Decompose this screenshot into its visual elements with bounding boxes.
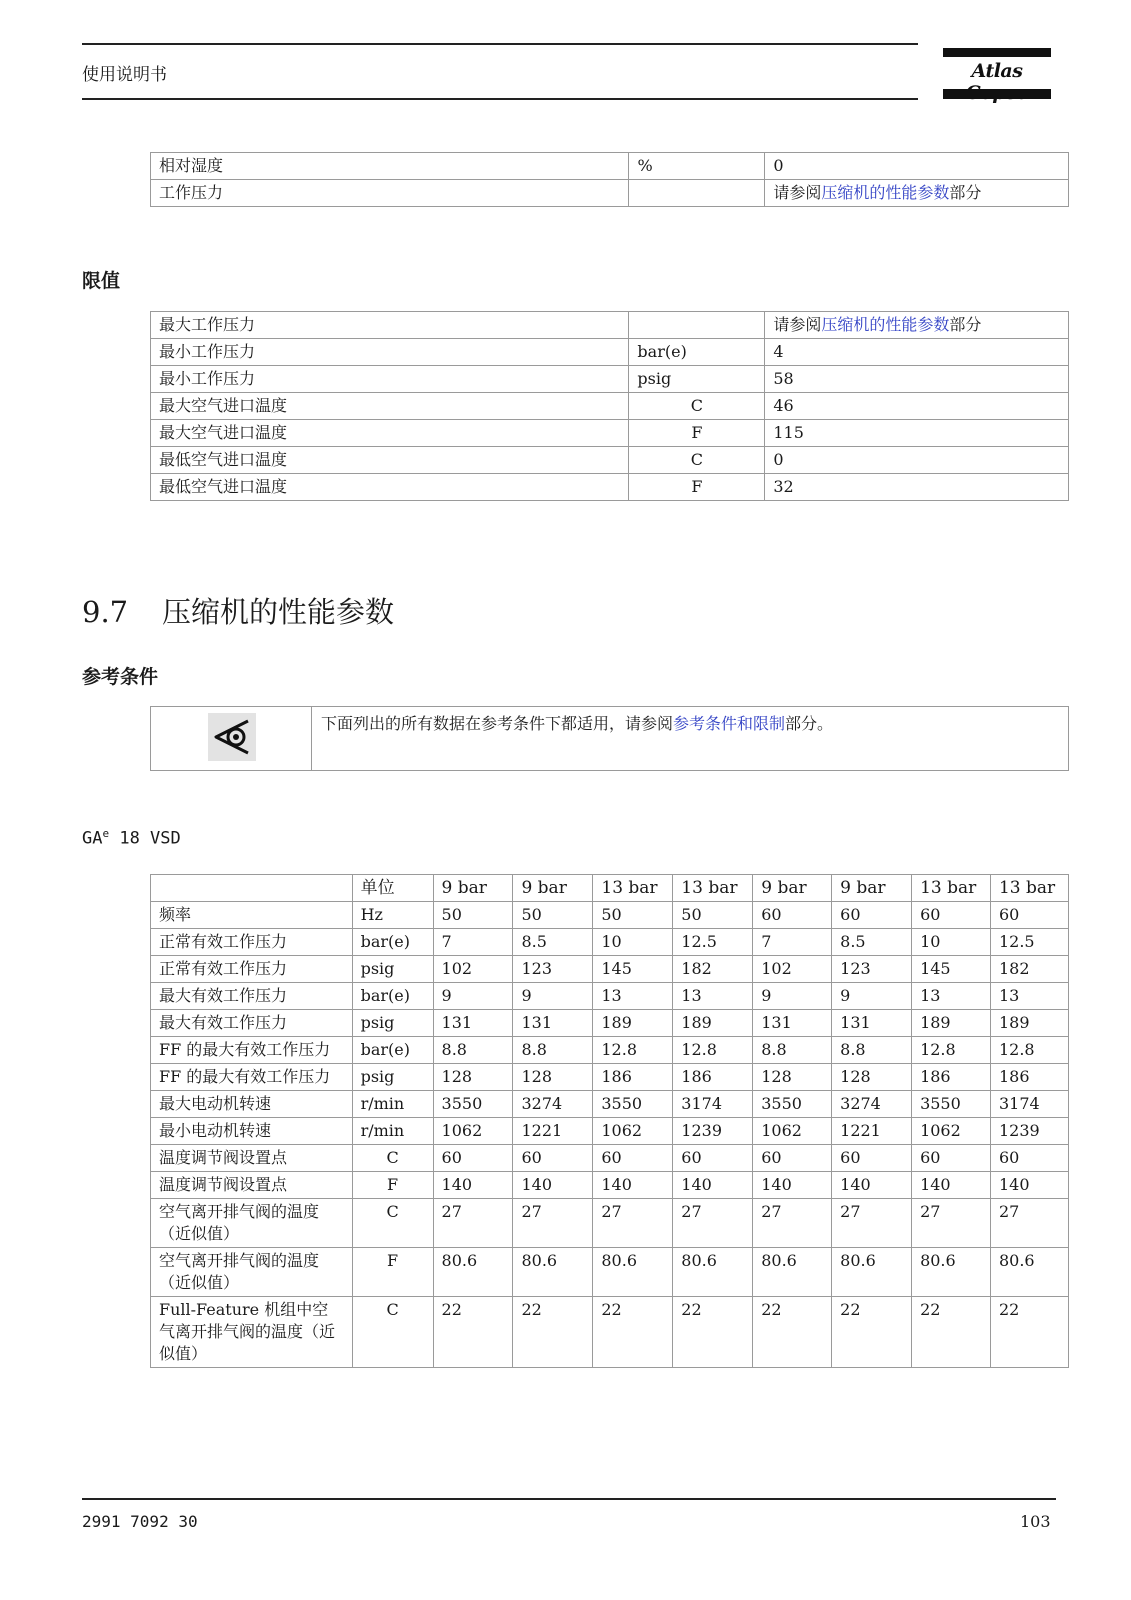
limits-table: [150, 311, 1069, 501]
header-cell-pressure: 13 bar: [673, 875, 753, 902]
row-value: 186: [990, 1064, 1068, 1091]
row-value: 12.8: [673, 1037, 753, 1064]
table-row: [151, 1172, 1069, 1199]
table-row: [151, 153, 1069, 180]
row-value: 13: [990, 983, 1068, 1010]
row-value: 189: [593, 1010, 673, 1037]
table-header-row: [151, 875, 1069, 902]
row-value: 128: [753, 1064, 832, 1091]
row-value: 50: [513, 902, 593, 929]
row-value: 60: [832, 902, 912, 929]
row-value: 8.8: [753, 1037, 832, 1064]
row-value: 27: [990, 1199, 1068, 1248]
row-unit: [629, 312, 765, 339]
row-unit: bar(e): [629, 339, 765, 366]
row-value: 12.5: [673, 929, 753, 956]
row-value: 4: [765, 339, 1069, 366]
document-number: 2991 7092 30: [82, 1512, 198, 1531]
value-prefix: 请参阅: [773, 315, 822, 334]
row-value: 60: [832, 1145, 912, 1172]
row-value: 8.5: [513, 929, 593, 956]
model-sup: e: [102, 827, 110, 840]
row-unit: F: [629, 474, 765, 501]
row-value: 1221: [832, 1118, 912, 1145]
row-value: 32: [765, 474, 1069, 501]
header-bottom-rule: [82, 98, 918, 100]
row-value: 27: [513, 1199, 593, 1248]
row-value: 13: [912, 983, 991, 1010]
row-name: 温度调节阀设置点: [151, 1172, 353, 1199]
row-value: 27: [673, 1199, 753, 1248]
row-value: 0: [765, 153, 1069, 180]
performance-link[interactable]: 压缩机的性能参数: [821, 183, 950, 202]
limits-heading: 限值: [82, 270, 121, 292]
reference-note: [150, 706, 1069, 771]
row-value: 27: [433, 1199, 513, 1248]
row-value: 140: [513, 1172, 593, 1199]
value-suffix: 部分: [949, 315, 982, 334]
section-title: 压缩机的性能参数: [162, 595, 395, 629]
header-cell-pressure: 13 bar: [990, 875, 1068, 902]
row-value: 80.6: [513, 1248, 593, 1297]
row-value: 140: [990, 1172, 1068, 1199]
row-value: 123: [832, 956, 912, 983]
row-value: 131: [433, 1010, 513, 1037]
note-prefix: 下面列出的所有数据在参考条件下都适用，请参阅: [321, 714, 674, 733]
row-value: 3274: [513, 1091, 593, 1118]
row-value: 22: [912, 1297, 991, 1368]
row-name: 最低空气进口温度: [151, 447, 629, 474]
row-name: 温度调节阀设置点: [151, 1145, 353, 1172]
row-value: 145: [593, 956, 673, 983]
row-value: [765, 180, 1069, 207]
row-value: 9: [433, 983, 513, 1010]
row-value: 8.8: [433, 1037, 513, 1064]
row-value: 1239: [673, 1118, 753, 1145]
table-row: [151, 1010, 1069, 1037]
row-value: 140: [673, 1172, 753, 1199]
logo-text: Atlas: [971, 60, 1023, 82]
row-name: 最小工作压力: [151, 339, 629, 366]
table-row: [151, 1091, 1069, 1118]
logo-bar-bottom: [943, 89, 1051, 99]
row-value: 189: [990, 1010, 1068, 1037]
logo-bar-top: [943, 48, 1051, 57]
row-value: 9: [513, 983, 593, 1010]
row-value: 3550: [912, 1091, 991, 1118]
row-unit: F: [352, 1248, 433, 1297]
row-unit: psig: [352, 1010, 433, 1037]
row-name: 最低空气进口温度: [151, 474, 629, 501]
row-value: 3550: [433, 1091, 513, 1118]
row-value: 58: [765, 366, 1069, 393]
model-prefix: GA: [82, 828, 103, 849]
reference-heading: 参考条件: [82, 666, 159, 688]
row-value: 0: [765, 447, 1069, 474]
header-cell-pressure: 9 bar: [753, 875, 832, 902]
row-value: 12.5: [990, 929, 1068, 956]
section-heading: [82, 590, 394, 631]
row-name: FF 的最大有效工作压力: [151, 1064, 353, 1091]
note-text: [321, 711, 833, 734]
table-row: [151, 1297, 1069, 1368]
row-unit: bar(e): [352, 1037, 433, 1064]
conditions-table: [150, 152, 1069, 207]
row-value: 22: [673, 1297, 753, 1368]
row-name: 最大电动机转速: [151, 1091, 353, 1118]
atlas-copco-logo: [943, 48, 1051, 100]
table-row: [151, 1118, 1069, 1145]
row-value: 80.6: [753, 1248, 832, 1297]
value-suffix: 部分: [949, 183, 982, 202]
row-value: 60: [990, 902, 1068, 929]
row-value: 80.6: [832, 1248, 912, 1297]
row-name: 最大工作压力: [151, 312, 629, 339]
row-value: 102: [753, 956, 832, 983]
row-value: 186: [673, 1064, 753, 1091]
row-name: 最大空气进口温度: [151, 420, 629, 447]
row-name: FF 的最大有效工作压力: [151, 1037, 353, 1064]
row-value: 186: [593, 1064, 673, 1091]
table-row: [151, 902, 1069, 929]
note-suffix: 部分。: [785, 714, 834, 733]
header-title: 使用说明书: [82, 65, 167, 85]
row-name: 空气离开排气阀的温度（近似值）: [151, 1248, 353, 1297]
row-unit: F: [352, 1172, 433, 1199]
row-name: 最小工作压力: [151, 366, 629, 393]
row-value: 189: [912, 1010, 991, 1037]
row-value: 3550: [593, 1091, 673, 1118]
row-value: 182: [673, 956, 753, 983]
row-value: [765, 312, 1069, 339]
table-row: [151, 1199, 1069, 1248]
row-unit: Hz: [352, 902, 433, 929]
row-unit: F: [629, 420, 765, 447]
row-value: 102: [433, 956, 513, 983]
header-cell-pressure: 9 bar: [513, 875, 593, 902]
row-name: 频率: [151, 902, 353, 929]
row-name: 工作压力: [151, 180, 629, 207]
row-value: 140: [753, 1172, 832, 1199]
row-value: 145: [912, 956, 991, 983]
row-value: 22: [832, 1297, 912, 1368]
row-value: 3174: [673, 1091, 753, 1118]
table-row: [151, 474, 1069, 501]
row-unit: C: [352, 1145, 433, 1172]
row-value: 22: [513, 1297, 593, 1368]
row-value: 1062: [593, 1118, 673, 1145]
section-number: 9.7: [82, 595, 129, 629]
row-value: 1062: [433, 1118, 513, 1145]
row-value: 12.8: [990, 1037, 1068, 1064]
row-unit: bar(e): [352, 983, 433, 1010]
row-value: 60: [753, 1145, 832, 1172]
row-unit: psig: [352, 956, 433, 983]
row-value: 3550: [753, 1091, 832, 1118]
row-value: 27: [753, 1199, 832, 1248]
row-value: 22: [753, 1297, 832, 1368]
row-name: 空气离开排气阀的温度（近似值）: [151, 1199, 353, 1248]
header-cell-pressure: 9 bar: [433, 875, 513, 902]
performance-table: [150, 874, 1069, 1368]
table-row: [151, 1037, 1069, 1064]
row-value: 123: [513, 956, 593, 983]
row-value: 60: [912, 902, 991, 929]
row-value: 27: [912, 1199, 991, 1248]
row-unit: %: [629, 153, 765, 180]
table-row: [151, 956, 1069, 983]
row-value: 8.5: [832, 929, 912, 956]
header-cell-pressure: 13 bar: [912, 875, 991, 902]
table-row: [151, 1248, 1069, 1297]
row-value: 140: [912, 1172, 991, 1199]
table-row: [151, 366, 1069, 393]
row-value: 60: [673, 1145, 753, 1172]
value-prefix: 请参阅: [773, 183, 822, 202]
header-top-rule: [82, 43, 918, 45]
row-unit: C: [352, 1297, 433, 1368]
row-value: 128: [513, 1064, 593, 1091]
row-value: 115: [765, 420, 1069, 447]
row-value: 128: [433, 1064, 513, 1091]
row-unit: psig: [352, 1064, 433, 1091]
note-icon-cell: [151, 707, 312, 770]
row-value: 131: [753, 1010, 832, 1037]
row-value: 131: [832, 1010, 912, 1037]
row-value: 50: [433, 902, 513, 929]
row-name: 最大有效工作压力: [151, 1010, 353, 1037]
table-row: [151, 180, 1069, 207]
row-name: 正常有效工作压力: [151, 929, 353, 956]
row-value: 140: [832, 1172, 912, 1199]
table-row: [151, 1064, 1069, 1091]
row-value: 131: [513, 1010, 593, 1037]
row-name: 最大空气进口温度: [151, 393, 629, 420]
row-name: Full-Feature 机组中空气离开排气阀的温度（近似值）: [151, 1297, 353, 1368]
table-row: [151, 1145, 1069, 1172]
row-unit: r/min: [352, 1091, 433, 1118]
row-value: 7: [753, 929, 832, 956]
row-value: 80.6: [673, 1248, 753, 1297]
row-value: 1062: [753, 1118, 832, 1145]
row-value: 1239: [990, 1118, 1068, 1145]
row-value: 12.8: [593, 1037, 673, 1064]
model-suffix: 18 VSD: [109, 828, 181, 849]
eye-icon: [208, 713, 256, 761]
row-value: 128: [832, 1064, 912, 1091]
row-value: 27: [832, 1199, 912, 1248]
table-row: [151, 339, 1069, 366]
row-unit: r/min: [352, 1118, 433, 1145]
header-cell-empty: [151, 875, 353, 902]
row-name: 相对湿度: [151, 153, 629, 180]
row-value: 3274: [832, 1091, 912, 1118]
footer-rule: [82, 1498, 1056, 1500]
row-value: 27: [593, 1199, 673, 1248]
row-value: 8.8: [513, 1037, 593, 1064]
row-unit: C: [629, 447, 765, 474]
header-cell-pressure: 9 bar: [832, 875, 912, 902]
row-value: 182: [990, 956, 1068, 983]
row-name: 最小电动机转速: [151, 1118, 353, 1145]
row-value: 3174: [990, 1091, 1068, 1118]
header-cell-pressure: 13 bar: [593, 875, 673, 902]
row-value: 189: [673, 1010, 753, 1037]
row-value: 80.6: [593, 1248, 673, 1297]
row-value: 60: [912, 1145, 991, 1172]
row-value: 60: [753, 902, 832, 929]
row-value: 50: [673, 902, 753, 929]
row-value: 12.8: [912, 1037, 991, 1064]
row-value: 46: [765, 393, 1069, 420]
row-value: 80.6: [912, 1248, 991, 1297]
row-unit: C: [352, 1199, 433, 1248]
row-value: 80.6: [990, 1248, 1068, 1297]
table-row: [151, 393, 1069, 420]
row-value: 60: [593, 1145, 673, 1172]
row-name: 正常有效工作压力: [151, 956, 353, 983]
row-value: 140: [433, 1172, 513, 1199]
table-row: [151, 983, 1069, 1010]
row-value: 22: [990, 1297, 1068, 1368]
row-value: 13: [593, 983, 673, 1010]
table-row: [151, 447, 1069, 474]
row-value: 7: [433, 929, 513, 956]
row-value: 60: [990, 1145, 1068, 1172]
row-unit: psig: [629, 366, 765, 393]
row-value: 60: [513, 1145, 593, 1172]
row-value: 13: [673, 983, 753, 1010]
row-value: 80.6: [433, 1248, 513, 1297]
row-unit: bar(e): [352, 929, 433, 956]
row-value: 60: [433, 1145, 513, 1172]
header-cell-unit: 单位: [352, 875, 433, 902]
row-value: 186: [912, 1064, 991, 1091]
row-value: 50: [593, 902, 673, 929]
row-value: 8.8: [832, 1037, 912, 1064]
row-value: 1221: [513, 1118, 593, 1145]
row-value: 22: [433, 1297, 513, 1368]
table-row: [151, 929, 1069, 956]
row-unit: C: [629, 393, 765, 420]
row-name: 最大有效工作压力: [151, 983, 353, 1010]
row-value: 10: [912, 929, 991, 956]
table-row: [151, 420, 1069, 447]
row-value: 22: [593, 1297, 673, 1368]
row-value: 9: [832, 983, 912, 1010]
row-unit: [629, 180, 765, 207]
table-row: [151, 312, 1069, 339]
model-name: [82, 827, 181, 849]
row-value: 10: [593, 929, 673, 956]
reference-link[interactable]: 参考条件和限制: [673, 714, 786, 733]
row-value: 1062: [912, 1118, 991, 1145]
page-number: 103: [1020, 1512, 1051, 1531]
row-value: 140: [593, 1172, 673, 1199]
row-value: 9: [753, 983, 832, 1010]
performance-link[interactable]: 压缩机的性能参数: [821, 315, 950, 334]
